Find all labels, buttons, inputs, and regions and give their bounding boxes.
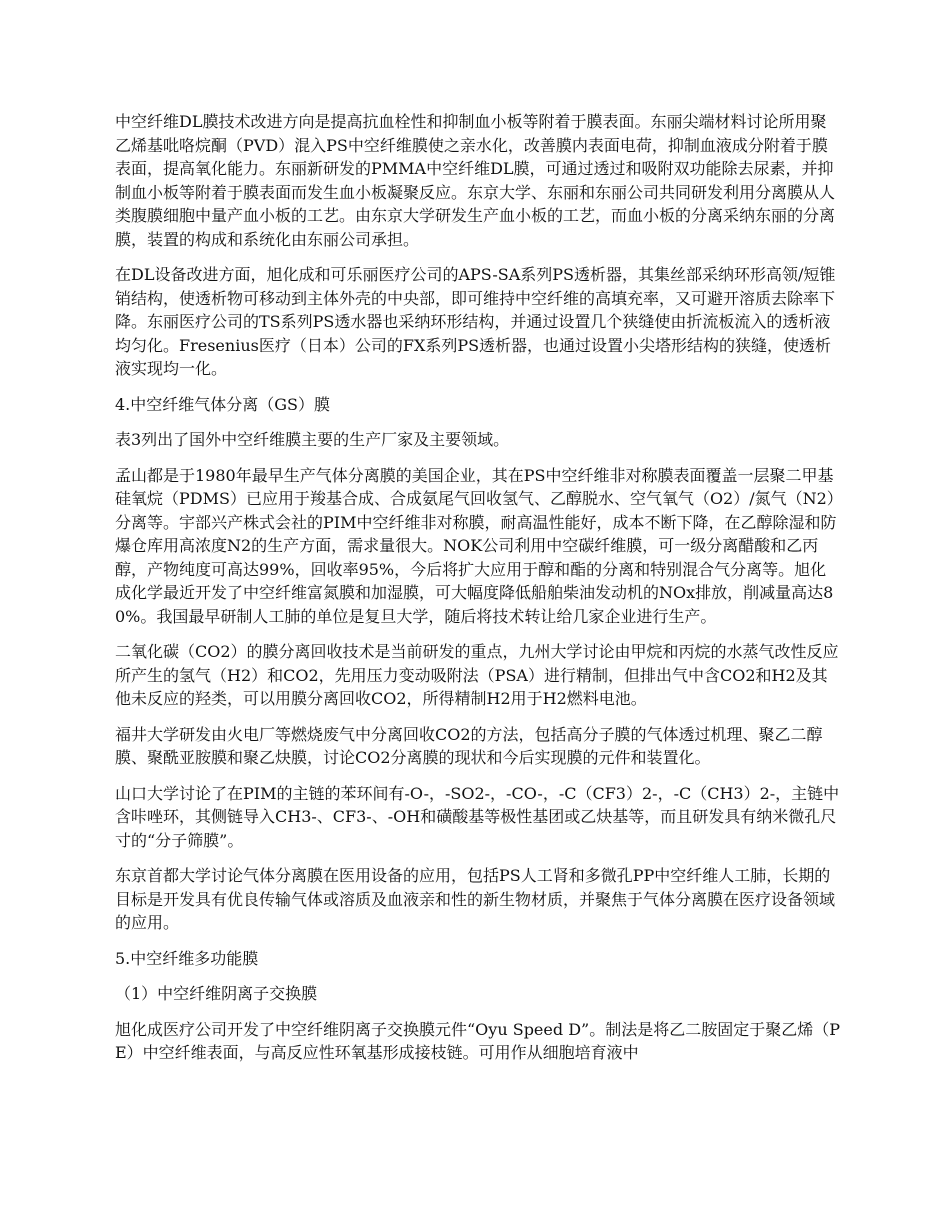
paragraph-fukui-university: 福井大学研发由火电厂等燃烧废气中分离回收CO2的方法，包括高分子膜的气体透过机理、聚乙二醇膜、聚酰亚胺膜和聚乙炔膜，讨论CO2分离膜的现状和今后实现膜的元件和装置化。 <box>115 724 823 767</box>
paragraph-dl-equipment-improvement: 在DL设备改进方面，旭化成和可乐丽医疗公司的APS-SA系列PS透析器，其集丝部采纳环形高领/短锥销结构，使透析物可移动到主体外壳的中央部，即可维持中空纤维的高填充率，又可避开溶质去除率下降。东丽医疗公司的TS系列PS透水器也采纳环形结构，并通过设置几个狭缝使由折流板流入的透析液均匀化。Fresenius医疗（日本）公司的FX系列PS透析器，也通过设置小尖塔形结构的狭缝，使透析液实现均一化。 <box>115 265 836 378</box>
paragraph-tokyo-metropolitan-university: 东京首都大学讨论气体分离膜在医用设备的应用，包括PS人工肾和多微孔PP中空纤维人工肺，长期的目标是开发具有优良传输气体或溶质及血液亲和性的新生物材质，并聚焦于气体分离膜在医疗设备领域的应用。 <box>115 866 836 932</box>
paragraph-yamaguchi-university: 山口大学讨论了在PIM的主链的苯环间有-O-，-SO2-，-CO-，-C（CF3）2-，-C（CH3）2-，主链中含咔唑环，其侧链导入CH3-、CF3-、-OH和磺酸基等极性基团或乙炔基等，而且研发具有纳米微孔尺寸的“分子筛膜”。 <box>115 783 840 850</box>
section-heading-gas-separation: 4.中空纤维气体分离（GS）膜 <box>115 394 331 414</box>
paragraph-asahi-kasei-anion-exchange: 旭化成医疗公司开发了中空纤维阴离子交换膜元件“Oyu Speed D”。制法是将乙二胺固定于聚乙烯（PE）中空纤维表面，与高反应性环氧基形成接枝链。可用作从细胞培育液中 <box>115 1019 840 1062</box>
paragraph-co2-recovery: 二氧化碳（CO2）的膜分离回收技术是当前研发的重点，九州大学讨论由甲烷和丙烷的水蒸气改性反应所产生的氢气（H2）和CO2，先用压力变动吸附法（PSA）进行精制，但排出气中含CO2和H2及其他未反应的羟类，可以用膜分离回收CO2，所得精制H2用于H2燃料电池。 <box>115 642 839 708</box>
paragraph-dl-membrane-improvement: 中空纤维DL膜技术改进方向是提高抗血栓性和抑制血小板等附着于膜表面。东丽尖端材料讨论所用聚乙烯基吡咯烷酮（PVD）混入PS中空纤维膜使之亲水化，改善膜内表面电荷，抑制血液成分附着于膜表面，提高氧化能力。东丽新研发的PMMA中空纤维DL膜，可通过透过和吸附双功能除去尿素，并抑制血小板等附着于膜表面而发生血小板凝聚反应。东京大学、东丽和东丽公司共同研发利用分离膜从人类腹膜细胞中量产血小板的工艺。由东京大学研发生产血小板的工艺，而血小板的分离采纳东丽的分离膜，装置的构成和系统化由东丽公司承担。 <box>115 112 836 249</box>
subsection-heading-anion-exchange: （1）中空纤维阴离子交换膜 <box>115 984 318 1003</box>
document-page <box>115 110 840 1077</box>
section-heading-multifunctional: 5.中空纤维多功能膜 <box>115 948 259 968</box>
paragraph-monsanto-gas-membranes: 孟山都是于1980年最早生产气体分离膜的美国企业，其在PS中空纤维非对称膜表面覆盖一层聚二甲基硅氧烷（PDMS）已应用于羧基合成、合成氨尾气回收氢气、乙醇脱水、空气氧气（O2）/氮气（N2）分离等。宇部兴产株式会社的PIM中空纤维非对称膜，耐高温性能好，成本不断下降，在乙醇除湿和防爆仓库用高浓度N2的生产方面，需求量很大。NOK公司利用中空碳纤维膜，可一级分离醋酸和乙丙醇，产物纯度可高达99%，回收率95%，今后将扩大应用于醇和酯的分离和特别混合气分离等。旭化成化学最近开发了中空纤维富氮膜和加湿膜，可大幅度降低船舶柴油发动机的NOx排放，削减量高达80%。我国最早研制人工肺的单位是复旦大学，随后将技术转让给几家企业进行生产。 <box>115 465 837 626</box>
paragraph-table-reference: 表3列出了国外中空纤维膜主要的生产厂家及主要领域。 <box>115 430 510 449</box>
